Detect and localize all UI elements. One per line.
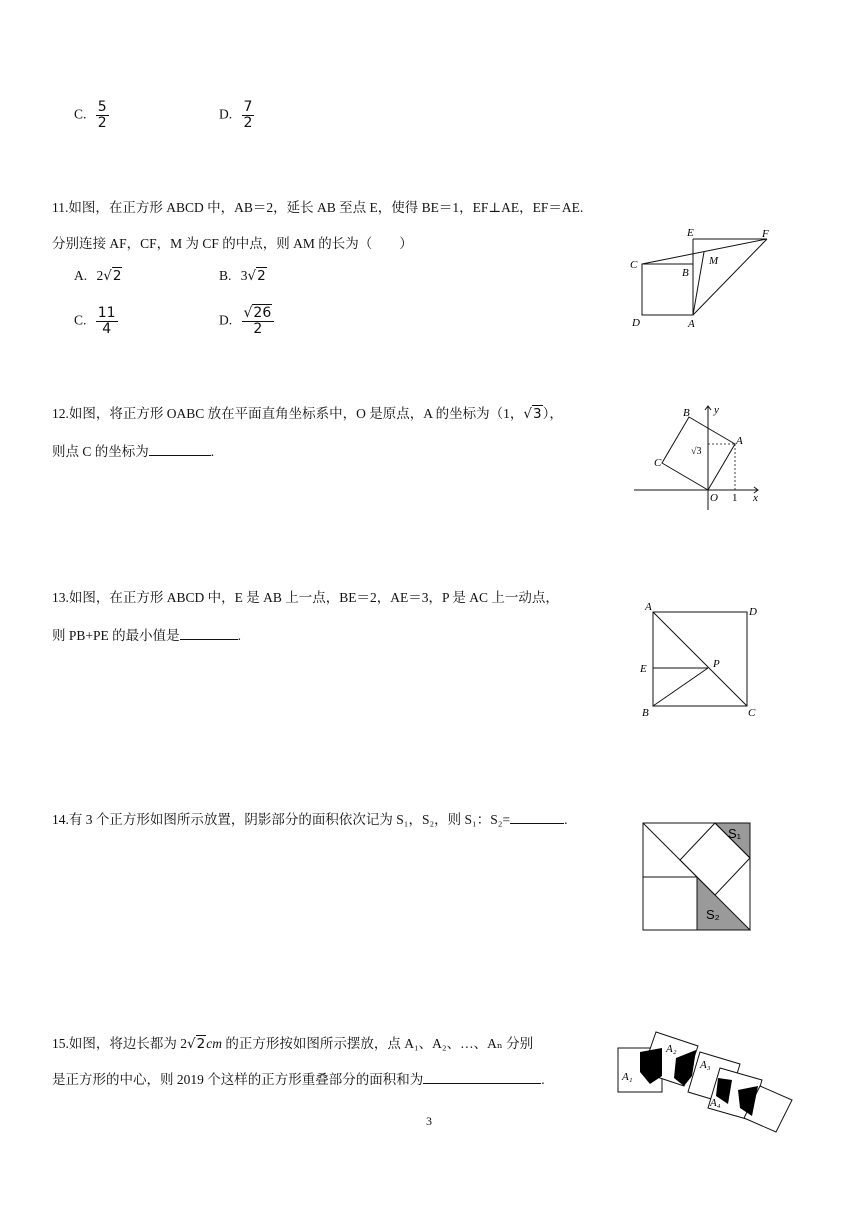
q15-line1 <box>52 1032 533 1052</box>
sqrt: √3 <box>523 406 542 422</box>
answer-blank[interactable] <box>510 811 564 824</box>
label-1: 1 <box>732 492 738 504</box>
fraction <box>242 100 255 130</box>
fraction <box>242 306 275 336</box>
q13-line1: 13.如图，在正方形 ABCD 中，E 是 AB 上一点，BE＝2，AE＝3，P 是 AC 上一动点， <box>52 590 559 605</box>
q11-option-c <box>74 306 118 336</box>
label-a4: A₄ <box>710 1097 721 1109</box>
q15-text-b: 的正方形按如图所示摆放，点 A₁、A₂、…、Aₙ 分别 <box>221 1036 534 1051</box>
option-label: B. <box>219 268 232 283</box>
q11-option-a <box>74 268 122 284</box>
label-x: x <box>753 492 758 504</box>
q12-text-b: ）， <box>542 406 563 421</box>
label-a: A <box>688 318 695 330</box>
label-a: A <box>645 601 652 613</box>
q14-line1 <box>52 808 567 828</box>
label-e: E <box>687 227 694 239</box>
q11-line1: 11.如图，在正方形 ABCD 中，AB＝2，延长 AB 至点 E，使得 BE＝1，EF⊥AE，EF＝AE. <box>52 200 584 215</box>
radicand: 2 <box>112 268 122 284</box>
sqrt: √2 <box>187 1036 206 1052</box>
label-s1: S₁ <box>728 826 742 841</box>
label-d: D <box>632 317 640 329</box>
q12-text-a: 12.如图，将正方形 OABC 放在平面直角坐标系中，O 是原点，A 的坐标为（1， <box>52 406 524 421</box>
period: . <box>541 1072 545 1087</box>
label-f: F <box>762 228 769 240</box>
fraction <box>96 306 118 336</box>
numerator: 7 <box>243 99 253 115</box>
label-b: B <box>683 407 690 419</box>
sqrt: √2 <box>247 268 266 284</box>
denominator: 2 <box>253 320 263 337</box>
radicand: 3 <box>533 406 542 422</box>
q15-text-c: 是正方形的中心，则 2019 个这样的正方形重叠部分的面积和为 <box>52 1072 424 1087</box>
label-b: B <box>642 707 649 719</box>
sqrt: √2 <box>103 268 122 284</box>
radicand: 2 <box>196 1036 206 1052</box>
q13-line2 <box>52 624 241 644</box>
period: . <box>564 812 568 827</box>
q13-figure <box>635 596 765 720</box>
q14-figure <box>640 820 756 936</box>
label-p: P <box>713 658 720 670</box>
radicand: 26 <box>253 305 272 321</box>
label-d: D <box>749 606 757 618</box>
q15-text-a: 15.如图，将边长都为 2 <box>52 1036 187 1051</box>
q10-option-c <box>74 100 109 130</box>
label-a3: A₃ <box>700 1059 711 1071</box>
q12-line2 <box>52 440 214 460</box>
option-label: D. <box>219 106 233 122</box>
q11-figure <box>620 222 790 334</box>
denominator: 2 <box>243 114 253 131</box>
label-a1: A₁ <box>622 1071 633 1083</box>
q11-option-d <box>219 306 274 336</box>
page-number: 3 <box>426 1114 432 1128</box>
q15-figure <box>612 1024 798 1134</box>
q14-text-a: 14.有 3 个正方形如图所示放置，阴影部分的面积依次记为 S₁，S₂，则 S₁：S₂= <box>52 812 511 827</box>
q12-line1 <box>52 402 563 422</box>
denominator: 4 <box>102 320 112 337</box>
answer-blank[interactable] <box>180 627 238 640</box>
label-m: M <box>709 255 719 267</box>
q11-line2: 分别连接 AF，CF，M 为 CF 的中点，则 AM 的长为（ ） <box>52 236 413 251</box>
label-o: O <box>710 492 718 504</box>
period: . <box>210 444 215 459</box>
denominator: 2 <box>97 114 107 131</box>
label-s2: S₂ <box>706 907 720 922</box>
option-label: A. <box>74 268 88 283</box>
numerator: 5 <box>97 99 107 115</box>
q13-text-a: 则 PB+PE 的最小值是 <box>52 628 180 643</box>
option-label: C. <box>74 312 87 328</box>
coefficient: 2 <box>96 268 104 283</box>
label-b: B <box>682 267 689 279</box>
q12-figure <box>630 400 770 512</box>
label-sqrt3: √3 <box>691 446 702 457</box>
option-label: C. <box>74 106 87 122</box>
label-y: y <box>714 404 719 416</box>
q12-text-c: 则点 C 的坐标为 <box>52 444 149 459</box>
q11-option-b <box>219 268 267 284</box>
label-c: C <box>630 259 638 271</box>
fraction <box>96 100 109 130</box>
label-e: E <box>640 663 647 675</box>
answer-blank[interactable] <box>149 443 211 456</box>
coefficient: 3 <box>240 268 248 283</box>
answer-blank[interactable] <box>423 1071 541 1084</box>
option-label: D. <box>219 312 233 328</box>
label-c: C <box>654 457 662 469</box>
sqrt: √26 <box>243 305 272 321</box>
numerator <box>242 306 275 322</box>
unit: cm <box>206 1036 222 1051</box>
label-a2: A₂ <box>666 1043 677 1055</box>
q15-line2 <box>52 1068 545 1088</box>
numerator: 11 <box>97 305 116 321</box>
radicand: 2 <box>257 268 266 284</box>
label-a: A <box>736 435 743 447</box>
period: . <box>237 628 242 643</box>
label-c: C <box>748 707 756 719</box>
q10-option-d <box>219 100 254 130</box>
